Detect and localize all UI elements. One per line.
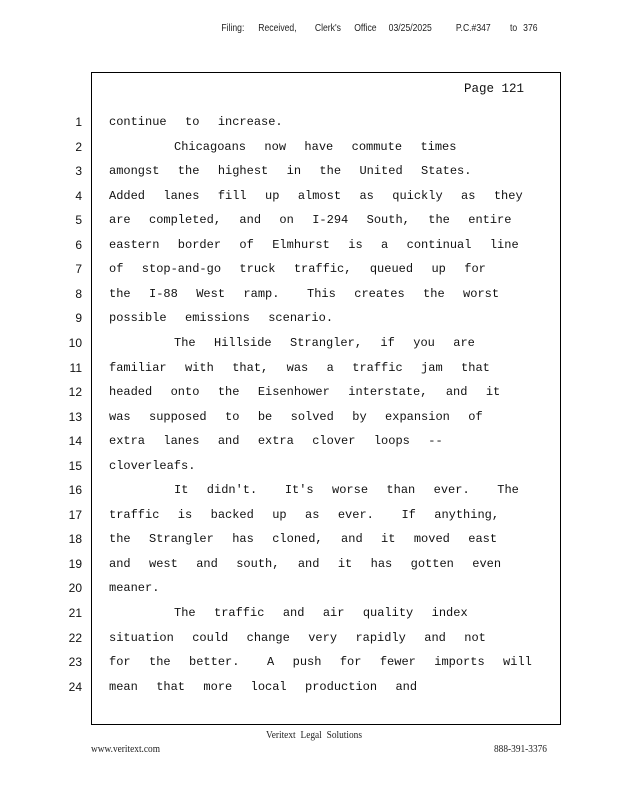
line-number: 13 <box>68 409 82 424</box>
line-number: 15 <box>68 458 82 473</box>
transcript-line-text: of stop-and-go truck traffic, queued up for <box>109 262 486 277</box>
transcript-line-text: Chicagoans now have commute times <box>174 139 457 154</box>
transcript-line-text: traffic is backed up as ever. If anything, <box>109 507 500 522</box>
transcript-line-text: The Hillside Strangler, if you are <box>174 335 475 350</box>
line-number: 20 <box>68 581 82 596</box>
received-label: Received, <box>258 22 297 34</box>
transcript-line-text: the I-88 West ramp. This creates the worst <box>109 286 500 301</box>
to-label: to <box>510 22 518 34</box>
transcript-line-text: familiar with that, was a traffic jam that <box>109 360 490 375</box>
line-number: 24 <box>68 679 82 694</box>
line-number: 11 <box>69 360 82 375</box>
total-pages: 376 <box>523 22 538 34</box>
transcript-line-text: continue to increase. <box>109 115 283 129</box>
transcript-line-text: situation could change very rapidly and not <box>109 630 486 645</box>
line-number: 4 <box>75 188 82 203</box>
transcript-line-text: for the better. A push for fewer imports will <box>109 655 532 670</box>
line-number: 17 <box>68 507 82 522</box>
transcript-line-text: cloverleafs. <box>109 458 196 473</box>
line-number: 6 <box>75 237 82 252</box>
page-number: Page 121 <box>464 82 525 96</box>
footer-phone: 888-391-3376 <box>494 743 547 755</box>
office-label: Office <box>354 22 377 34</box>
filing-label: Filing: <box>221 22 245 34</box>
line-number: 1 <box>75 115 82 129</box>
transcript-line-text: mean that more local production and <box>109 679 418 694</box>
transcript-line-text: meaner. <box>109 581 160 596</box>
line-number: 9 <box>75 311 82 326</box>
line-number: 22 <box>68 630 82 645</box>
transcript-line-text: possible emissions scenario. <box>109 311 334 326</box>
line-number: 2 <box>75 139 82 154</box>
transcript-line-text: and west and south, and it has gotten even <box>109 556 502 571</box>
line-number: 3 <box>75 164 82 179</box>
filing-header <box>0 22 538 38</box>
line-number: 12 <box>68 385 82 400</box>
line-number: 19 <box>68 556 82 571</box>
transcript-line-text: the Strangler has cloned, and it moved east <box>109 532 498 547</box>
transcript-line-text: The traffic and air quality index <box>174 606 468 620</box>
line-number: 8 <box>75 286 82 301</box>
line-number: 14 <box>68 434 82 449</box>
transcript-line-text: eastern border of Elmhurst is a continual line <box>109 237 519 252</box>
transcript-line-text: was supposed to be solved by expansion of <box>109 409 483 424</box>
transcript-line-text: are completed, and on I-294 South, the entire <box>109 213 512 228</box>
footer-website: www.veritext.com <box>91 743 160 755</box>
line-number: 10 <box>68 335 82 350</box>
pc-number: P.C.#347 <box>455 22 491 34</box>
transcript-line-text: Added lanes fill up almost as quickly as they <box>109 188 523 203</box>
clerks-label: Clerk's <box>314 22 341 34</box>
transcript-line-text: amongst the highest in the United States. <box>109 164 472 179</box>
transcript-line-text: headed onto the Eisenhower interstate, and it <box>109 385 501 400</box>
line-number: 5 <box>75 213 82 228</box>
line-number: 23 <box>68 655 82 670</box>
transcript-line-text: It didn't. It's worse than ever. The <box>174 483 519 498</box>
line-number: 16 <box>68 483 82 498</box>
filing-date: 03/25/2025 <box>388 22 432 34</box>
transcript-line-text: extra lanes and extra clover loops -- <box>109 434 443 449</box>
line-number: 21 <box>68 606 82 620</box>
line-number: 7 <box>75 262 82 277</box>
footer-company: Veritext Legal Solutions <box>266 729 362 741</box>
line-number: 18 <box>68 532 82 547</box>
